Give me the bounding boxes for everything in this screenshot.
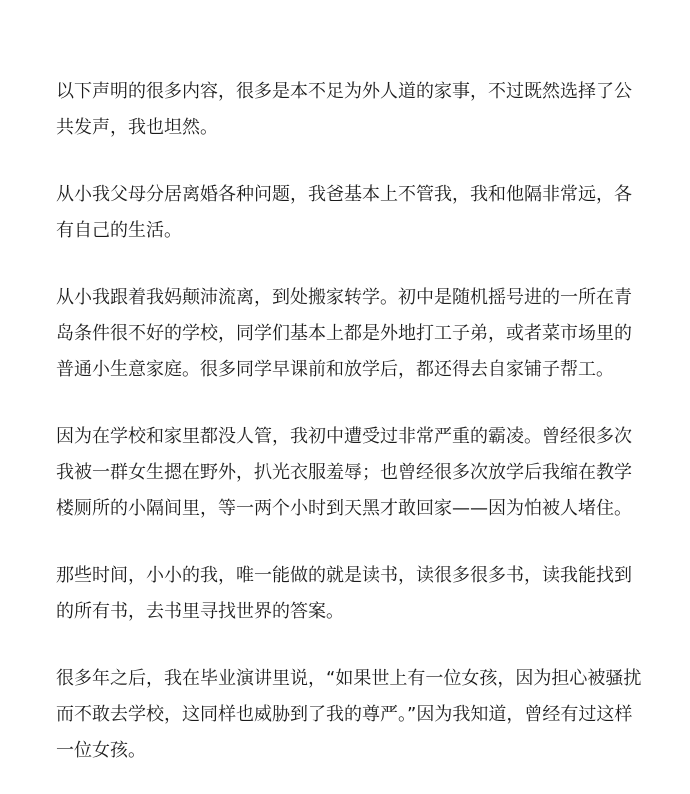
document-body [56,74,646,769]
paragraph-2: 从小我父母分居离婚各种问题，我爸基本上不管我，我和他隔非常远，各有自己的生活。 [56,184,632,241]
paragraph-4: 因为在学校和家里都没人管，我初中遭受过非常严重的霸凌。曾经很多次我被一群女生摁在野外，扒光衣服羞辱；也曾经很多次放学后我缩在教学楼厕所的小隔间里，等一两个小时到天黑才敢回家——因为怕被人堵住。 [56,426,632,519]
paragraph-3: 从小我跟着我妈颠沛流离，到处搬家转学。初中是随机摇号进的一所在青岛条件很不好的学校，同学们基本上都是外地打工子弟，或者菜市场里的普通小生意家庭。很多同学早课前和放学后，都还得去自家铺子帮工。 [56,287,632,380]
paragraph-5: 那些时间，小小的我，唯一能做的就是读书，读很多很多书，读我能找到的所有书，去书里寻找世界的答案。 [56,565,632,622]
paragraph-1: 以下声明的很多内容，很多是本不足为外人道的家事，不过既然选择了公共发声，我也坦然。 [56,81,632,138]
paragraph-6: 很多年之后，我在毕业演讲里说，“如果世上有一位女孩，因为担心被骚扰而不敢去学校，这同样也威胁到了我的尊严。”因为我知道，曾经有过这样一位女孩。 [56,668,642,761]
